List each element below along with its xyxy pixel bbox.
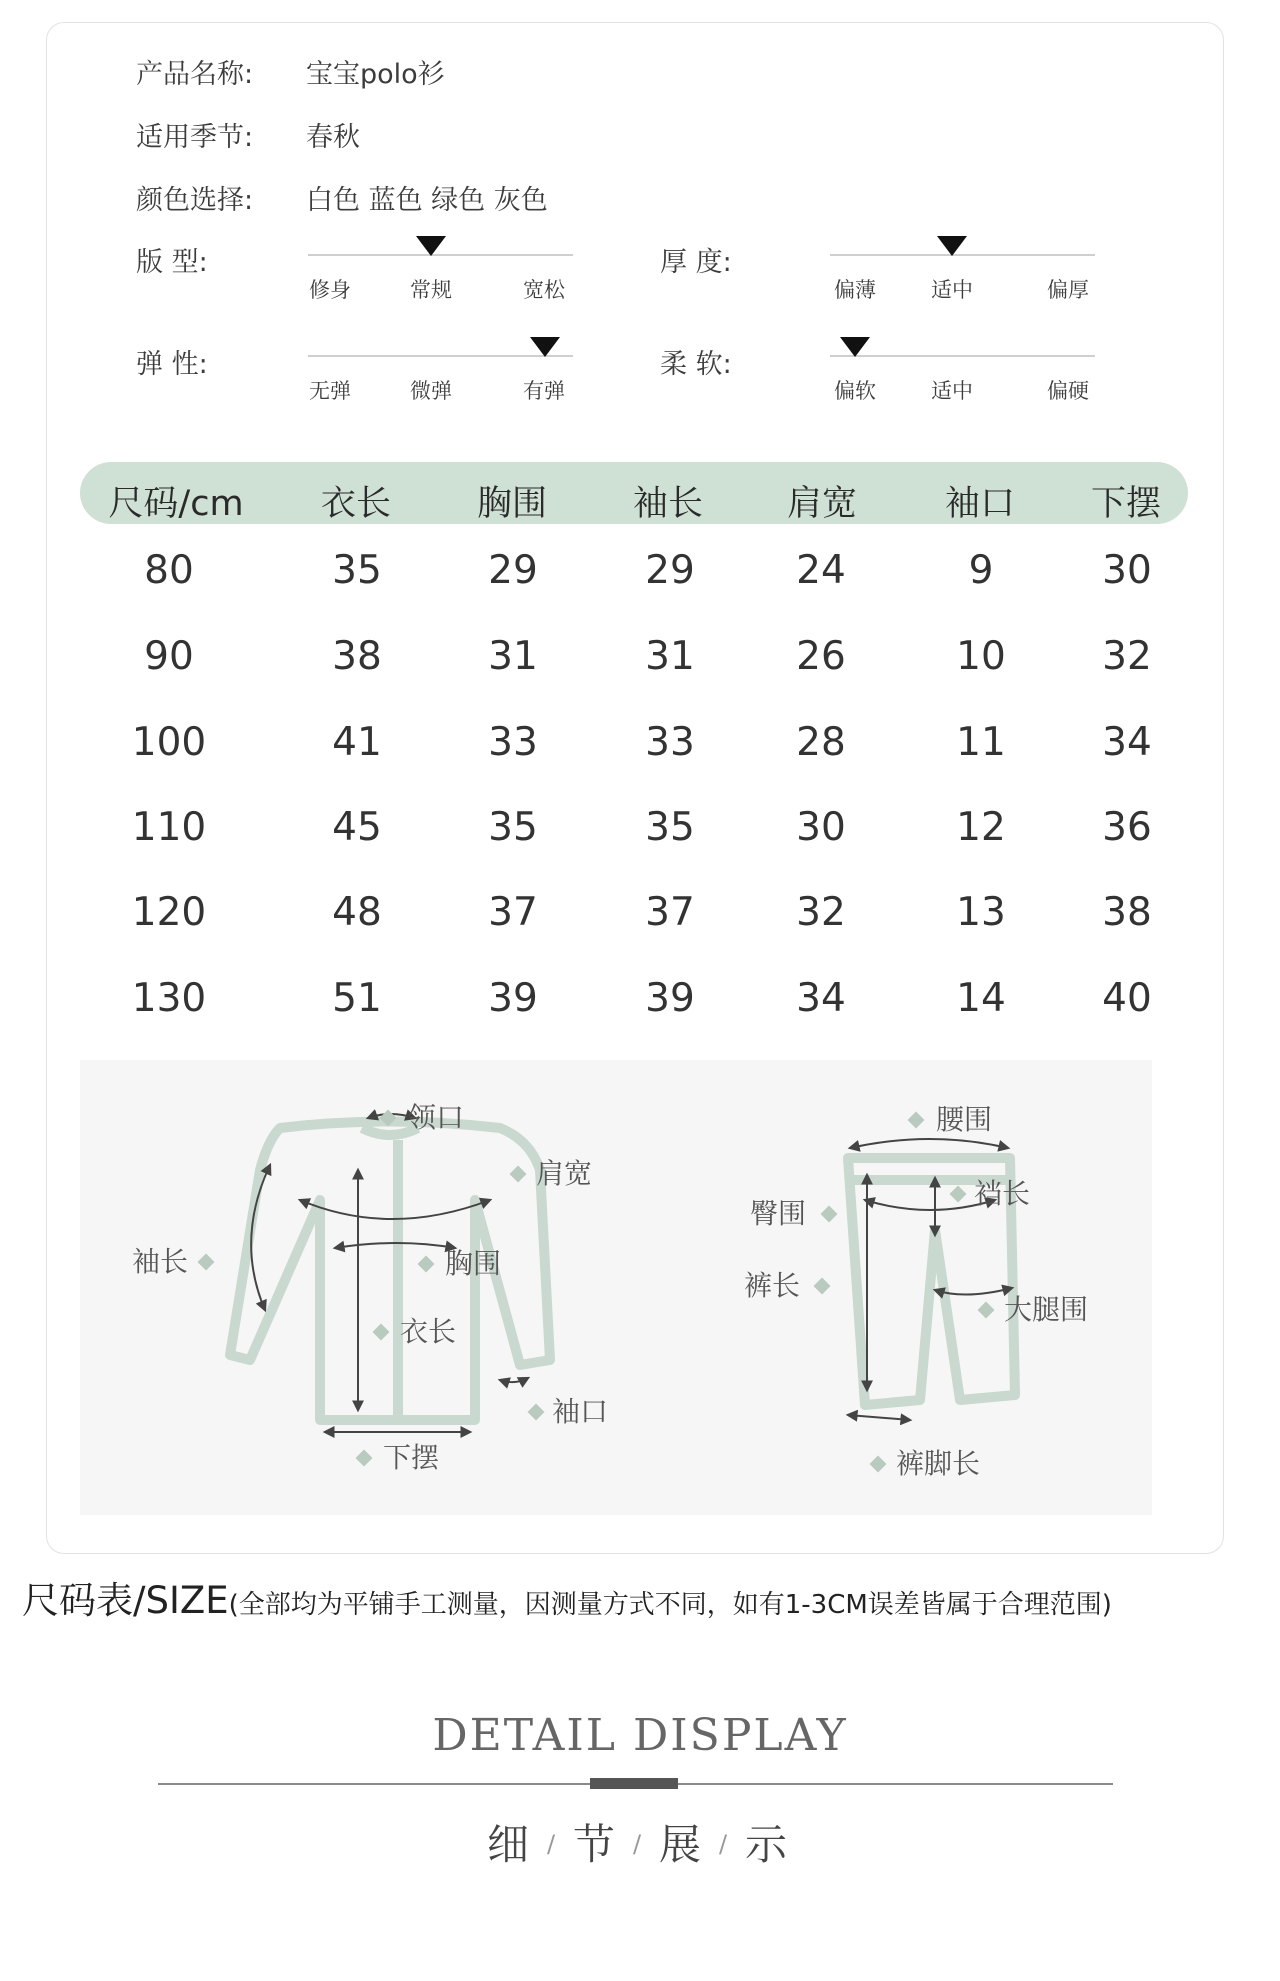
thigh-label: 大腿围 <box>1004 1294 1089 1325</box>
waist-label: 腰围 <box>936 1104 993 1135</box>
thickness-option: 偏薄 <box>834 278 876 302</box>
fit-option: 修身 <box>309 278 351 302</box>
collar-label: 领口 <box>408 1102 465 1133</box>
table-cell: 120 <box>131 890 207 935</box>
table-cell: 14 <box>956 976 1006 1021</box>
table-cell: 90 <box>144 634 194 679</box>
pants-length-label: 裤长 <box>744 1270 801 1301</box>
product-name-row <box>136 52 445 91</box>
detail-char: 展 <box>658 1820 702 1869</box>
table-cell: 35 <box>645 805 695 850</box>
table-cell: 80 <box>144 548 194 593</box>
table-cell: 51 <box>332 976 382 1021</box>
table-cell: 10 <box>956 634 1006 679</box>
color-row <box>136 178 548 217</box>
table-cell: 38 <box>1102 890 1152 935</box>
header-length: 衣长 <box>320 484 392 524</box>
detail-separator: / <box>632 1830 642 1858</box>
thickness-label: 厚 度: <box>660 247 732 278</box>
table-cell: 39 <box>488 976 538 1021</box>
table-cell: 40 <box>1102 976 1152 1021</box>
table-cell: 33 <box>488 720 538 765</box>
table-cell: 35 <box>488 805 538 850</box>
thickness-scale <box>830 222 1095 302</box>
table-cell: 38 <box>332 634 382 679</box>
measurement-diagram <box>80 1060 1152 1515</box>
table-cell: 100 <box>131 720 207 765</box>
softness-marker-icon <box>840 337 870 357</box>
elasticity-option: 微弹 <box>410 379 452 403</box>
size-note <box>22 1570 1112 1624</box>
table-cell: 41 <box>332 720 382 765</box>
detail-display-title: DETAIL DISPLAY <box>432 1710 848 1761</box>
table-cell: 45 <box>332 805 382 850</box>
softness-option: 偏硬 <box>1047 379 1089 403</box>
thickness-marker-icon <box>937 236 967 256</box>
table-cell: 31 <box>488 634 538 679</box>
color-label: 颜色选择: <box>136 185 254 216</box>
fit-option: 宽松 <box>523 278 565 302</box>
table-cell: 31 <box>645 634 695 679</box>
table-cell: 32 <box>1102 634 1152 679</box>
table-cell: 24 <box>796 548 846 593</box>
table-cell: 48 <box>332 890 382 935</box>
table-cell: 30 <box>796 805 846 850</box>
table-cell: 30 <box>1102 548 1152 593</box>
chest-label: 胸围 <box>445 1248 502 1279</box>
divider-accent <box>590 1778 678 1789</box>
softness-scale <box>830 323 1095 403</box>
size-note-title: 尺码表/SIZE <box>22 1579 229 1622</box>
table-cell: 34 <box>1102 720 1152 765</box>
fit-scale <box>308 222 573 302</box>
detail-char: 细 <box>486 1820 530 1869</box>
hip-label: 臀围 <box>750 1198 807 1229</box>
hem-label: 下摆 <box>383 1442 440 1473</box>
season-label: 适用季节: <box>136 122 254 153</box>
fit-option: 常规 <box>410 278 452 302</box>
table-cell: 29 <box>488 548 538 593</box>
shirt-outline-icon <box>230 1122 550 1421</box>
table-cell: 9 <box>968 548 994 593</box>
fit-label: 版 型: <box>136 247 208 278</box>
cuff-label: 袖口 <box>552 1396 609 1427</box>
softness-option: 偏软 <box>834 379 876 403</box>
table-cell: 26 <box>796 634 846 679</box>
table-cell: 35 <box>332 548 382 593</box>
rise-label: 裆长 <box>974 1178 1031 1209</box>
size-note-detail: (全部均为平铺手工测量，因测量方式不同，如有1-3CM误差皆属于合理范围) <box>228 1590 1112 1620</box>
header-sleeve: 袖长 <box>632 484 704 524</box>
table-cell: 37 <box>488 890 538 935</box>
header-cuff: 袖口 <box>944 484 1016 524</box>
product-name-value: 宝宝polo衫 <box>306 59 445 90</box>
header-hem: 下摆 <box>1090 484 1162 524</box>
detail-char: 节 <box>572 1820 616 1869</box>
header-size: 尺码/cm <box>108 484 244 524</box>
table-cell: 32 <box>796 890 846 935</box>
elasticity-marker-icon <box>530 337 560 357</box>
product-name-label: 产品名称: <box>136 59 254 90</box>
season-row <box>136 115 360 154</box>
table-cell: 130 <box>131 976 207 1021</box>
elasticity-scale <box>308 323 573 403</box>
sleeve-label: 袖长 <box>132 1246 189 1277</box>
measurement-diagram-svg <box>80 1060 1152 1515</box>
table-cell: 39 <box>645 976 695 1021</box>
season-value: 春秋 <box>306 122 360 153</box>
table-cell: 36 <box>1102 805 1152 850</box>
table-cell: 34 <box>796 976 846 1021</box>
table-cell: 110 <box>131 805 207 850</box>
softness-label: 柔 软: <box>660 349 732 380</box>
elasticity-option: 无弹 <box>309 379 351 403</box>
table-cell: 37 <box>645 890 695 935</box>
table-cell: 33 <box>645 720 695 765</box>
header-chest: 胸围 <box>476 484 548 524</box>
leg-opening-label: 裤脚长 <box>896 1448 981 1479</box>
thickness-option: 适中 <box>931 278 973 302</box>
table-cell: 13 <box>956 890 1006 935</box>
table-cell: 29 <box>645 548 695 593</box>
detail-separator: / <box>718 1830 728 1858</box>
length-label: 衣长 <box>400 1316 457 1347</box>
table-cell: 11 <box>956 720 1006 765</box>
softness-option: 适中 <box>931 379 973 403</box>
detail-separator: / <box>546 1830 556 1858</box>
header-shoulder: 肩宽 <box>786 484 858 524</box>
fit-marker-icon <box>416 236 446 256</box>
table-cell: 12 <box>956 805 1006 850</box>
elasticity-option: 有弹 <box>523 379 565 403</box>
table-cell: 28 <box>796 720 846 765</box>
thickness-option: 偏厚 <box>1047 278 1089 302</box>
elasticity-label: 弹 性: <box>136 349 208 380</box>
shoulder-label: 肩宽 <box>536 1158 593 1189</box>
detail-char: 示 <box>744 1820 788 1869</box>
color-value: 白色 蓝色 绿色 灰色 <box>306 185 548 216</box>
